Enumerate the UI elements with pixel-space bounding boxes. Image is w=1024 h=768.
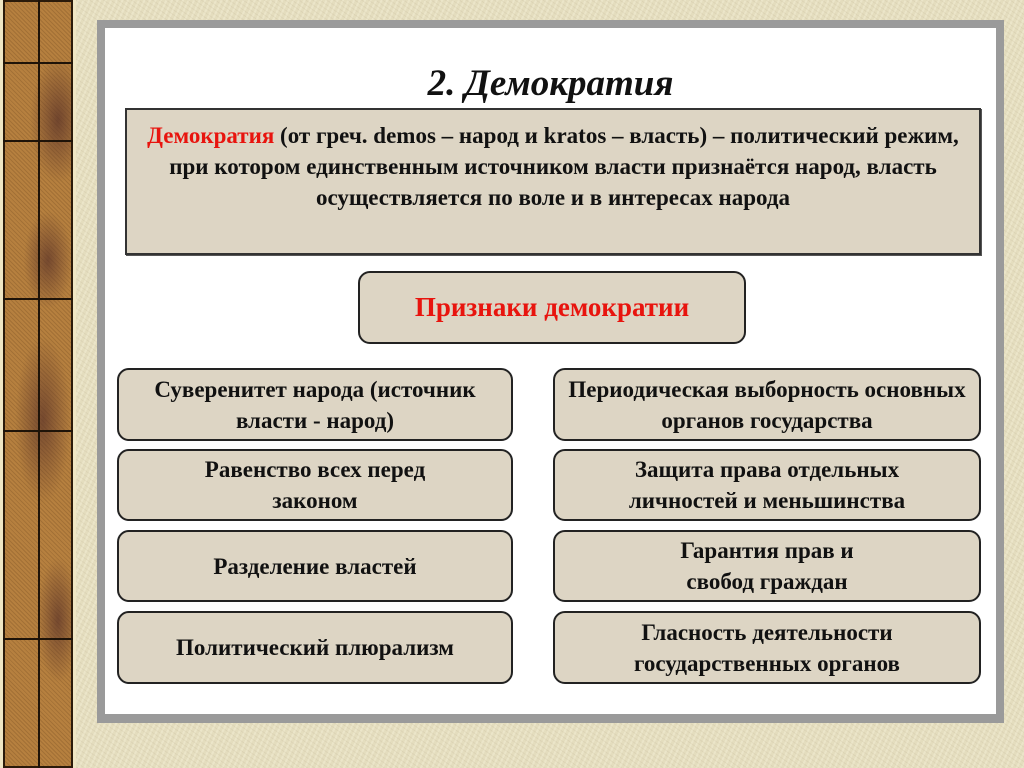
sign-label: Периодическая выборность основных органов государства: [568, 376, 966, 433]
slide-panel: [97, 20, 1004, 723]
sign-label: Суверенитет народа (источник власти - народ): [154, 376, 476, 433]
signs-heading: Признаки демократии: [414, 292, 690, 322]
sign-label: Разделение властей: [213, 553, 417, 579]
strip-divider: [3, 638, 73, 640]
definition-term: Демократия: [147, 123, 275, 148]
strip-divider: [3, 140, 73, 142]
strip-divider: [3, 430, 73, 432]
sign-label: Равенство всех перед законом: [204, 457, 426, 513]
decorative-side-strip: [0, 0, 76, 768]
sign-box-minority-rights: [553, 449, 981, 521]
sign-box-equality: [117, 449, 513, 521]
sign-box-separation-of-powers: [117, 530, 513, 602]
sign-box-rights-guarantee: [553, 530, 981, 602]
sign-box-sovereignty: [117, 368, 513, 441]
strip-divider: [3, 62, 73, 64]
sign-label: Политический плюрализм: [176, 635, 454, 660]
sign-box-periodic-elections: [553, 368, 981, 441]
definition-box: [125, 108, 981, 255]
sign-label: Гарантия прав и свобод граждан: [680, 538, 854, 594]
sign-label: Гласность деятельности государственных органов: [634, 619, 900, 676]
sign-label: Защита права отдельных личностей и меньшинства: [628, 457, 906, 513]
signs-heading-box: [358, 271, 746, 344]
strip-divider: [38, 0, 40, 768]
definition-text: (от греч. demos – народ и kratos – власть) – политический режим, при котором единственным источником власти признаётся народ, власть осуществляется по воле и в интересах народа: [169, 123, 959, 210]
strip-divider: [3, 298, 73, 300]
sign-box-pluralism: [117, 611, 513, 684]
slide-title: 2. Демократия: [427, 63, 674, 104]
sign-box-transparency: [553, 611, 981, 684]
